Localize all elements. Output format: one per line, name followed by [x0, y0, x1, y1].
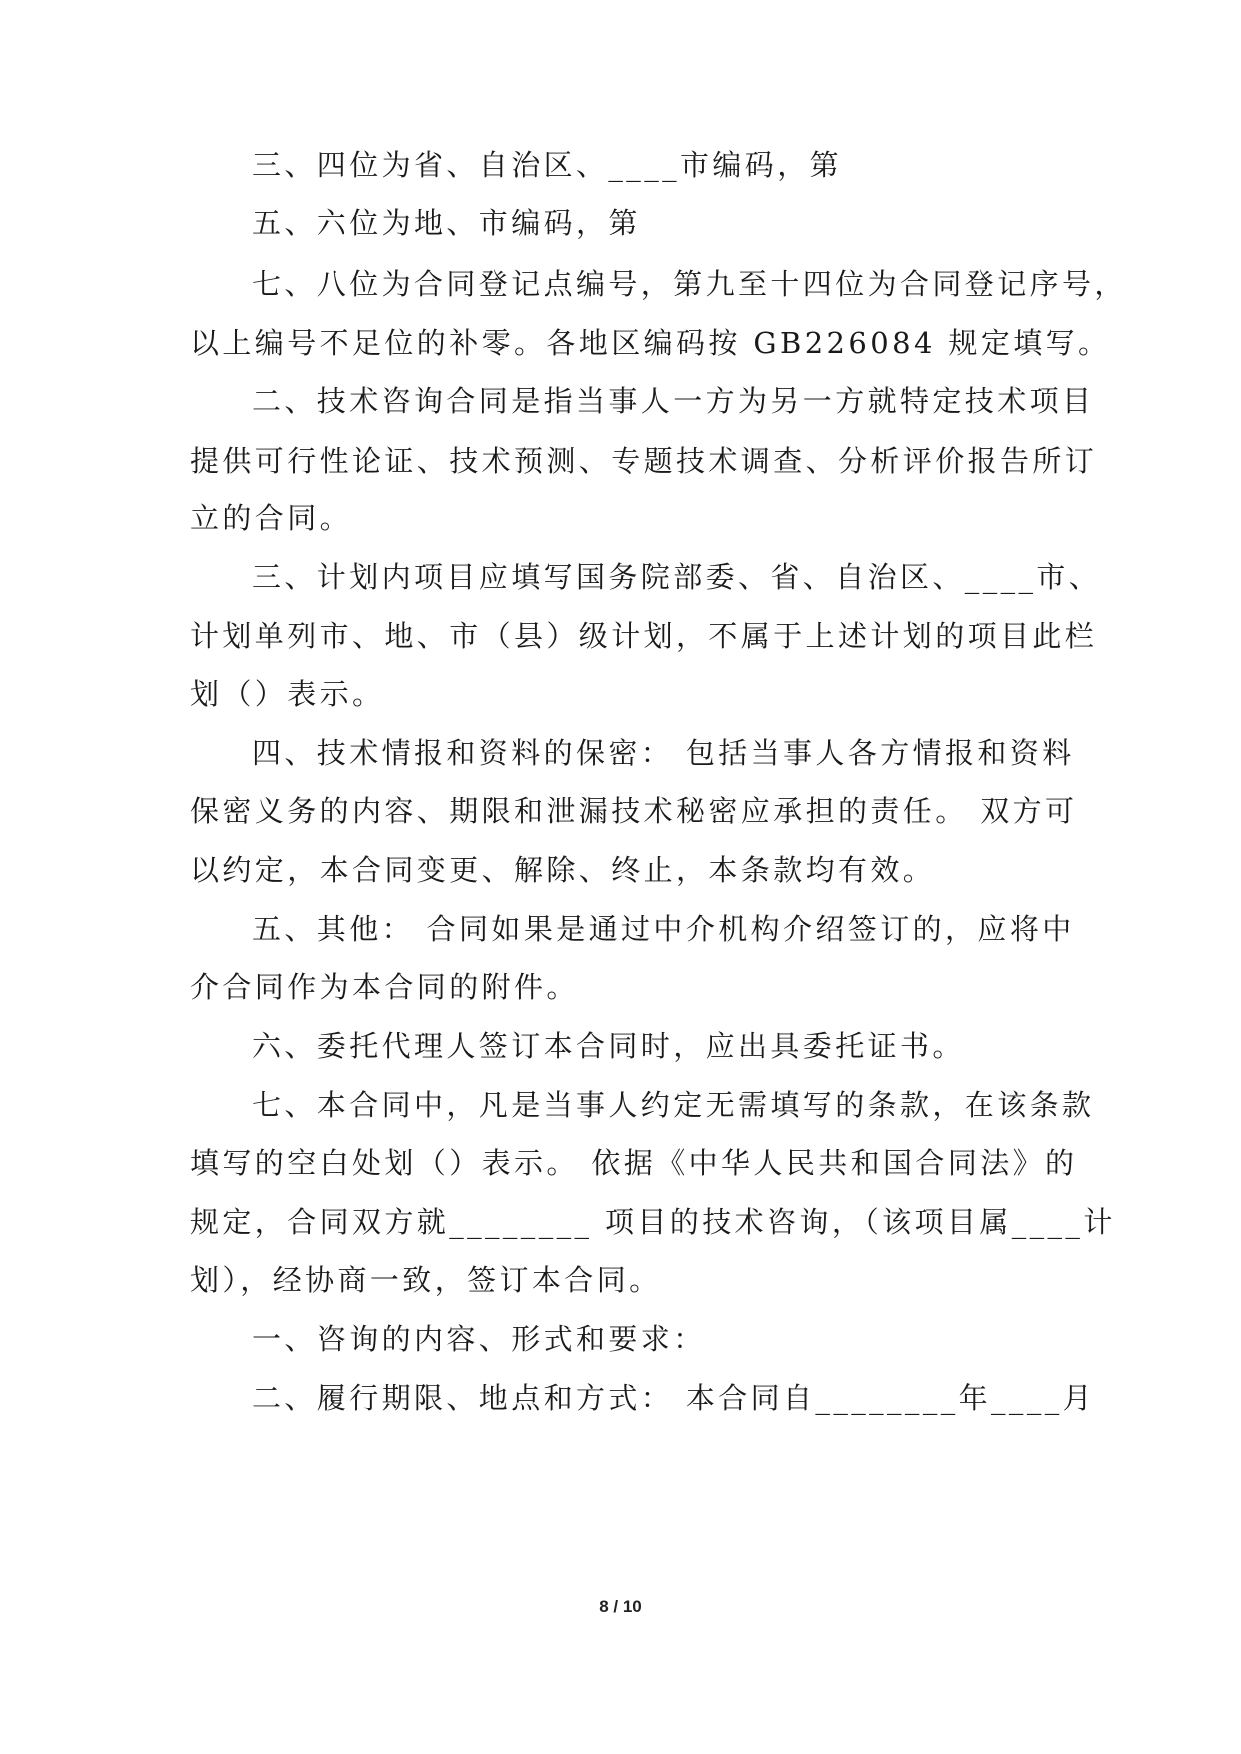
text-line: 划（）表示。: [190, 677, 385, 711]
text-line: 五、其他： 合同如果是通过中介机构介绍签订的，应将中: [252, 912, 1075, 946]
text-line: 保密义务的内容、期限和泄漏技术秘密应承担的责任。 双方可: [190, 794, 1078, 828]
text-line: 规定，合同双方就________ 项目的技术咨询，（该项目属____计: [190, 1205, 1116, 1239]
text-line: 以约定，本合同变更、解除、终止，本条款均有效。: [190, 853, 936, 887]
text-line: 划），经协商一致，签订本合同。: [190, 1263, 662, 1297]
text-line: 二、技术咨询合同是指当事人一方为另一方就特定技术项目: [252, 384, 1095, 418]
text-line: 七、八位为合同登记点编号，第九至十四位为合同登记序号，: [252, 267, 1127, 301]
text-line: 六、委托代理人签订本合同时，应出具委托证书。: [252, 1029, 965, 1063]
text-line: 提供可行性论证、技术预测、专题技术调查、分析评价报告所订: [190, 444, 1098, 478]
text-line: 四、技术情报和资料的保密： 包括当事人各方情报和资料: [252, 736, 1075, 770]
text-line: 以上编号不足位的补零。各地区编码按 GB226084 规定填写。: [190, 326, 1111, 360]
text-line: 计划单列市、地、市（县）级计划，不属于上述计划的项目此栏: [190, 619, 1098, 653]
page-number: 8 / 10: [599, 1597, 642, 1616]
text-line: 介合同作为本合同的附件。: [190, 970, 579, 1004]
text-line: 五、六位为地、市编码，第: [252, 206, 641, 240]
text-line: 七、本合同中，凡是当事人约定无需填写的条款，在该条款: [252, 1088, 1095, 1122]
text-line: 一、咨询的内容、形式和要求：: [252, 1322, 706, 1356]
text-line: 三、四位为省、自治区、____市编码，第: [252, 148, 843, 182]
text-line: 立的合同。: [190, 501, 353, 535]
text-line: 三、计划内项目应填写国务院部委、省、自治区、____市、: [252, 560, 1102, 594]
text-line: 二、履行期限、地点和方式： 本合同自________年____月: [252, 1381, 1096, 1415]
text-line: 填写的空白处划（）表示。 依据《中华人民共和国合同法》的: [190, 1146, 1078, 1180]
